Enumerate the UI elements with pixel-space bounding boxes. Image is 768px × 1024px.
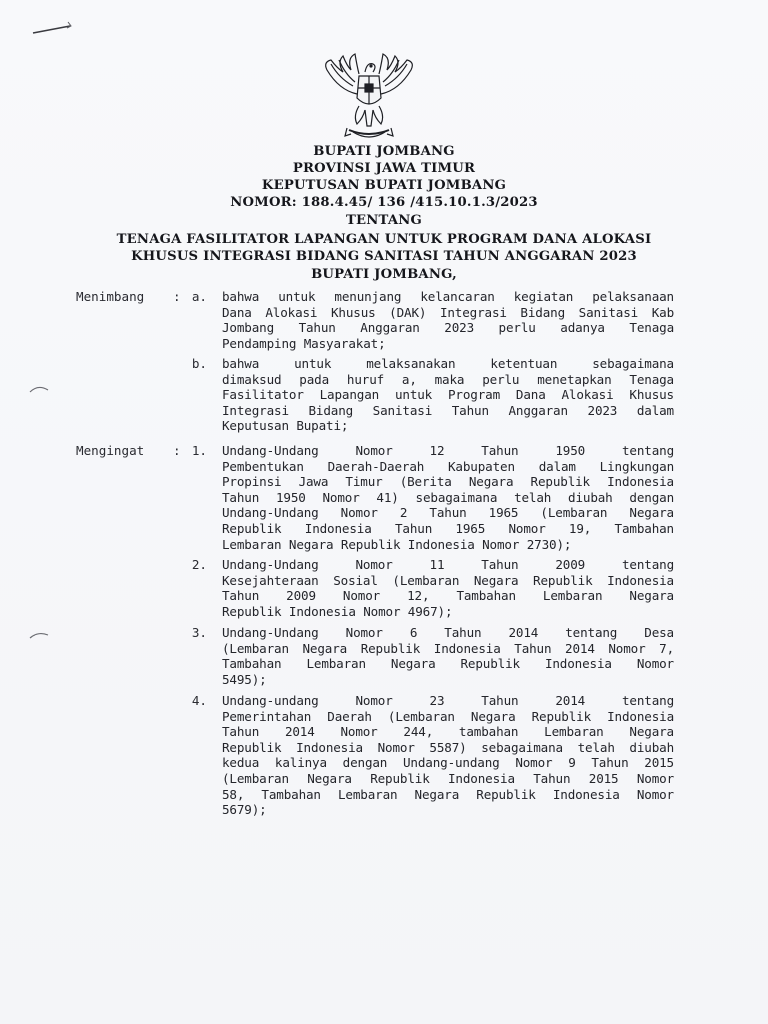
mengingat-item-2: Undang-Undang Nomor 11 Tahun 2009 tentang Kesejahteraan Sosial (Lembaran Negara Republik Indonesia Tahun 2009 Nomor 12, Tambahan Lembaran Negara Republik Indonesia Nomor 4967); (222, 557, 674, 619)
mengingat-item-1: Undang-Undang Nomor 12 Tahun 1950 tentang Pembentukan Daerah-Daerah Kabupaten dalam Lingkungan Propinsi Jawa Timur (Berita Negara Republik Indonesia Tahun 1950 Nomor 41) sebagaimana telah diubah dengan Undang-Undang Nomor 2 Tahun 1965 (Lembaran Negara Republik Indonesia Tahun 1965 Nomor 19, Tambahan Lembaran Negara Republik Indonesia Nomor 2730); (222, 443, 674, 552)
item-marker: 1. (191, 443, 207, 458)
tentang-heading: TENTANG (346, 213, 422, 228)
menimbang-item-b: bahwa untuk melaksanakan ketentuan sebagaimana dimaksud pada huruf a, maka perlu menetapkan Tenaga Fasilitator Lapangan untuk Program Dana Alokasi Khusus Integrasi Bidang Sanitasi Tahun Anggaran 2023 dalam Keputusan Bupati; (222, 356, 674, 434)
issuer-heading: BUPATI JOMBANG, (311, 267, 457, 282)
mengingat-item-4: Undang-undang Nomor 23 Tahun 2014 tentang Pemerintahan Daerah (Lembaran Negara Republik Indonesia Tahun 2014 Nomor 244, tambahan Lembaran Negara Republik Indonesia Nomor 5587) sebagaimana telah diubah kedua kalinya dengan Undang-undang Nomor 9 Tahun 2015 (Lembaran Negara Republik Indonesia Tahun 2015 Nomor 58, Tambahan Lembaran Negara Republik Indonesia Nomor 5679); (222, 693, 674, 818)
menimbang-colon: : (173, 289, 181, 304)
mengingat-item-3: Undang-Undang Nomor 6 Tahun 2014 tentang Desa (Lembaran Negara Republik Indonesia Tahun 2014 Nomor 7, Tambahan Lembaran Negara Republik Indonesia Nomor 5495); (222, 625, 674, 687)
item-marker: 3. (191, 625, 207, 640)
item-marker: 4. (191, 693, 207, 708)
menimbang-label: Menimbang (76, 289, 145, 304)
document-header (0, 143, 768, 211)
scan-mark-top-left (30, 18, 75, 40)
province-title: PROVINSI JAWA TIMUR (292, 161, 476, 176)
garuda-emblem-icon (309, 50, 429, 146)
mengingat-colon: : (173, 443, 181, 458)
punch-mark-upper (28, 384, 50, 394)
decree-subject: TENAGA FASILITATOR LAPANGAN UNTUK PROGRAM DANA ALOKASI KHUSUS INTEGRASI BIDANG SANITASI TAHUN ANGGARAN 2023 (116, 232, 652, 264)
decree-number: NOMOR: 188.4.45/ 136 /415.10.1.3/2023 (230, 195, 538, 210)
menimbang-item-a: bahwa untuk menunjang kelancaran kegiatan pelaksanaan Dana Alokasi Khusus (DAK) Integrasi Bidang Sanitasi Kab Jombang Tahun Anggaran 2023 perlu adanya Tenaga Pendamping Masyarakat; (222, 289, 674, 351)
decree-title: KEPUTUSAN BUPATI JOMBANG (261, 178, 507, 193)
item-marker: a. (191, 289, 207, 304)
punch-mark-lower (28, 630, 50, 640)
mengingat-label: Mengingat (76, 443, 145, 458)
item-marker: b. (191, 356, 207, 371)
item-marker: 2. (191, 557, 207, 572)
regent-title: BUPATI JOMBANG (313, 144, 455, 159)
